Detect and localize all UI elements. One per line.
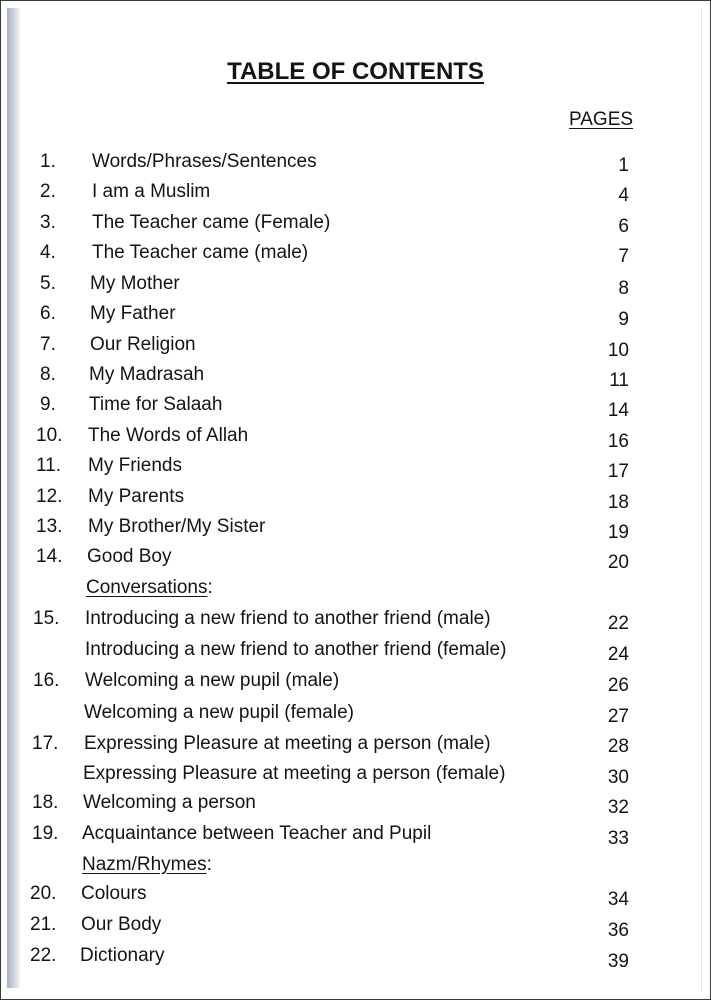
toc-entry: [0, 273, 711, 297]
toc-entry: [0, 823, 711, 847]
toc-entry: [0, 303, 711, 330]
toc-entry-page: 33: [607, 828, 629, 849]
toc-entry: [0, 364, 711, 391]
toc-entry: [0, 702, 711, 726]
toc-entry-title: Our Body: [81, 914, 162, 935]
toc-entry-title: Dictionary: [80, 945, 165, 966]
toc-entry: [0, 334, 711, 361]
toc-entry-page: 1: [618, 155, 629, 176]
page-title-text: TABLE OF CONTENTS: [227, 58, 484, 85]
section-heading-label: Conversations: [86, 577, 208, 598]
toc-entry: [0, 455, 711, 482]
toc-entry-number: 20.: [30, 883, 57, 904]
toc-entry-page: 4: [618, 185, 629, 206]
toc-entry-page: 26: [607, 675, 629, 696]
toc-entry-page: 20: [607, 552, 629, 573]
toc-entry-page: 14: [607, 400, 629, 421]
toc-entry-page: 17: [607, 461, 629, 482]
toc-entry-title: Acquaintance between Teacher and Pupil: [82, 823, 432, 844]
toc-entry-title: My Father: [90, 303, 176, 324]
toc-entry-number: 16.: [33, 670, 60, 691]
section-heading: [0, 854, 711, 878]
toc-entry-page: 28: [607, 736, 629, 757]
toc-entry-title: Good Boy: [87, 546, 172, 567]
toc-entry: [0, 151, 711, 175]
toc-entry: [0, 546, 711, 573]
toc-entry: [0, 181, 711, 205]
toc-entry-page: 10: [607, 340, 629, 361]
toc-entry-number: 3.: [40, 212, 56, 233]
page-title: [0, 58, 711, 86]
toc-entry-number: 2.: [40, 181, 56, 202]
toc-entry-title: The Teacher came (male): [92, 242, 309, 263]
toc-entry: [0, 945, 711, 972]
toc-entry-number: 18.: [32, 792, 59, 813]
toc-entry-title: Welcoming a new pupil (female): [84, 702, 354, 723]
toc-entry-title: My Parents: [88, 486, 185, 507]
toc-entry-number: 13.: [36, 516, 63, 537]
toc-entry-number: 1.: [40, 151, 56, 172]
toc-entry: [0, 242, 711, 266]
toc-entry-page: 24: [607, 644, 629, 665]
toc-entry-number: 21.: [30, 914, 57, 935]
section-heading-colon: :: [206, 854, 212, 875]
toc-entry-number: 4.: [40, 242, 56, 263]
toc-entry-title: Welcoming a new pupil (male): [85, 670, 340, 691]
toc-entry: [0, 792, 711, 816]
toc-entry-title: My Friends: [88, 455, 182, 476]
toc-entry-number: 11.: [36, 455, 62, 476]
toc-entry-number: 15.: [33, 608, 60, 629]
toc-entry-page: 36: [607, 920, 629, 941]
toc-entry: [0, 733, 711, 757]
toc-entry-title: I am a Muslim: [92, 181, 211, 202]
toc-entry-title: Time for Salaah: [89, 394, 223, 415]
toc-entry: [0, 486, 711, 513]
toc-entry-title: Introducing a new friend to another friend (male): [85, 608, 491, 629]
toc-entry-title: My Madrasah: [89, 364, 205, 385]
toc-entry-number: 14.: [36, 546, 63, 567]
toc-entry: [0, 763, 711, 787]
toc-entry-page: 18: [607, 492, 629, 513]
toc-entry-title: Expressing Pleasure at meeting a person (female): [83, 763, 506, 784]
toc-entry-number: 5.: [40, 273, 56, 294]
toc-entry-number: 6.: [40, 303, 56, 324]
toc-entry: [0, 394, 711, 421]
toc-entry-page: 9: [618, 309, 629, 330]
toc-entry-title: The Teacher came (Female): [92, 212, 331, 233]
toc-entry-number: 10.: [36, 425, 63, 446]
toc-entry-page: 16: [607, 431, 629, 452]
toc-entry-title: Colours: [81, 883, 147, 904]
toc-entry: [0, 608, 711, 632]
toc-entry-page: 19: [607, 522, 629, 543]
toc-entry-number: 8.: [40, 364, 56, 385]
toc-entry-page: 11: [609, 370, 629, 391]
toc-entry-page: 30: [607, 767, 629, 788]
toc-entry-title: Our Religion: [90, 334, 196, 355]
toc-entry-page: 8: [618, 278, 629, 299]
toc-entry: [0, 639, 711, 663]
toc-entry: [0, 516, 711, 543]
toc-entry: [0, 914, 711, 941]
toc-entry-title: The Words of Allah: [88, 425, 249, 446]
toc-entry-page: 39: [607, 951, 629, 972]
section-heading-label: Nazm/Rhymes: [82, 854, 207, 875]
toc-entry-number: 17.: [32, 733, 59, 754]
toc-entry-page: 7: [618, 246, 629, 267]
toc-entry: [0, 883, 711, 910]
toc-entry-title: Words/Phrases/Sentences: [92, 151, 317, 172]
toc-entry-title: Welcoming a person: [83, 792, 256, 813]
toc-entry-number: 19.: [32, 823, 59, 844]
section-heading: [0, 577, 711, 601]
toc-entry-page: 32: [607, 797, 629, 818]
toc-entry-title: My Brother/My Sister: [88, 516, 266, 537]
toc-entry: [0, 670, 711, 694]
toc-entry-title: Expressing Pleasure at meeting a person (male): [84, 733, 491, 754]
toc-entry-title: My Mother: [90, 273, 180, 294]
toc-entry-number: 12.: [36, 486, 63, 507]
toc-entry: [0, 425, 711, 452]
toc-entry: [0, 212, 711, 236]
section-heading-colon: :: [207, 577, 213, 598]
toc-entry-number: 22.: [30, 945, 57, 966]
toc-entry-title: Introducing a new friend to another friend (female): [85, 639, 507, 660]
toc-entry-page: 27: [607, 706, 629, 727]
pages-column-header: PAGES: [569, 109, 634, 130]
toc-entry-page: 6: [618, 216, 629, 237]
toc-entry-page: 34: [607, 889, 629, 910]
toc-entry-number: 7.: [40, 334, 56, 355]
toc-entry-page: 22: [607, 613, 629, 634]
toc-entry-number: 9.: [40, 394, 56, 415]
